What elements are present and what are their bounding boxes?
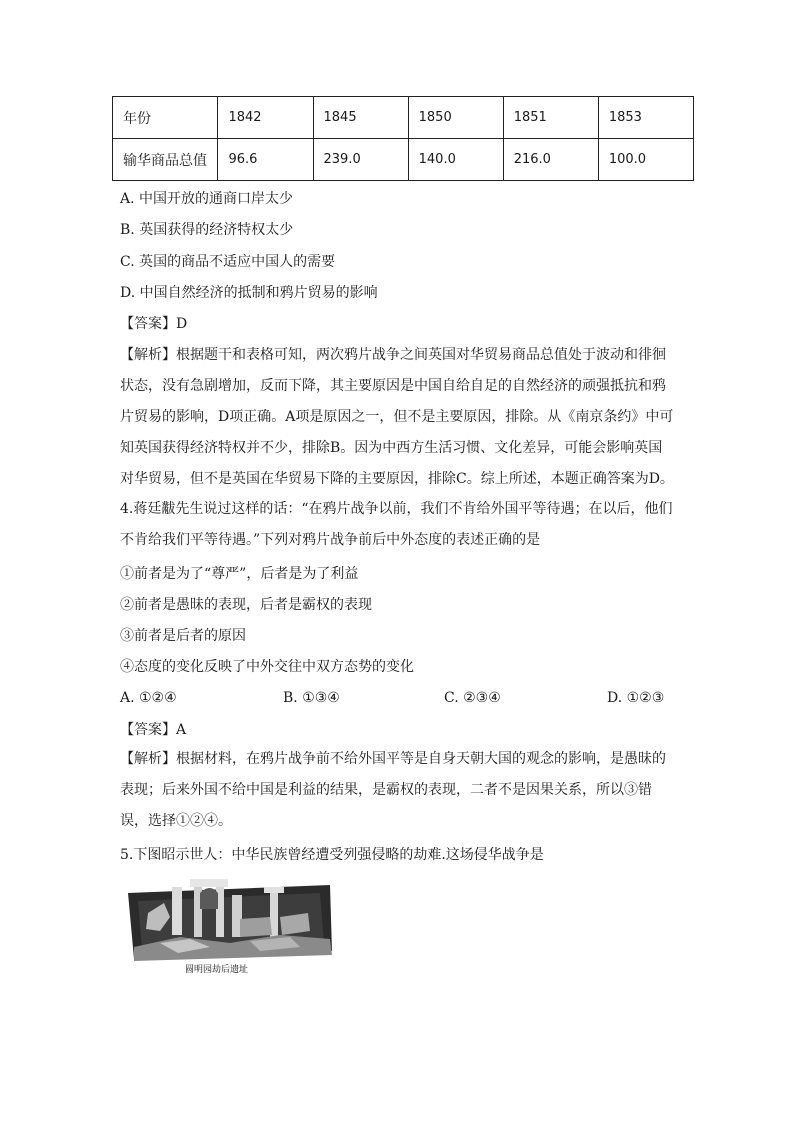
q4-statement-4: ④态度的变化反映了中外交往中双方态势的变化 bbox=[120, 659, 414, 675]
table-cell: 239.0 bbox=[313, 139, 408, 181]
q4-statement-2: ②前者是愚昧的表现，后者是霸权的表现 bbox=[120, 597, 372, 613]
table-cell: 1845 bbox=[313, 97, 408, 139]
q4-answer: 【答案】A bbox=[120, 722, 187, 738]
q4-option-c: C. ②③④ bbox=[444, 690, 501, 706]
q4-stem: 4.蒋廷黻先生说过这样的话：“在鸦片战争以前，我们不肯给外国平等待遇；在以后，他们不肯给我们平等待遇。”下列对鸦片战争前后中外态度的表述正确的是 bbox=[120, 501, 673, 548]
table-row bbox=[113, 139, 694, 181]
table-cell: 216.0 bbox=[503, 139, 598, 181]
q5-stem: 5.下图昭示世人：中华民族曾经遭受列强侵略的劫难.这场侵华战争是 bbox=[120, 847, 544, 863]
q4-statement-3: ③前者是后者的原因 bbox=[120, 628, 246, 644]
photo-caption: 圆明园劫后遗址 bbox=[185, 965, 249, 975]
q3-option-b: B. 英国获得的经济特权太少 bbox=[120, 222, 294, 238]
trade-value-table bbox=[112, 96, 694, 181]
q3-analysis: 【解析】根据题干和表格可知，两次鸦片战争之间英国对华贸易商品总值处于波动和徘徊状态，没有急剧增加，反而下降，其主要原因是中国自给自足的自然经济的顽强抵抗和鸦片贸易的影响，D项正确。A项是原因之一，但不是主要原因，排除。从《南京条约》中可知英国获得经济特权并不少，排除B。因为中西方生活习惯、文化差异，可能会影响英国对华贸易，但不是英国在华贸易下降的主要原因，排除C。综上所述，本题正确答案为D。 bbox=[120, 347, 674, 487]
q3-answer: 【答案】D bbox=[120, 316, 188, 332]
table-cell: 1850 bbox=[408, 97, 503, 139]
table-cell: 1851 bbox=[503, 97, 598, 139]
table-header-year: 年份 bbox=[113, 97, 218, 139]
q4-option-b: B. ①③④ bbox=[283, 690, 340, 706]
table-cell: 140.0 bbox=[408, 139, 503, 181]
table-header-total-value: 输华商品总值 bbox=[113, 139, 218, 181]
table-cell: 96.6 bbox=[218, 139, 313, 181]
q3-option-d: D. 中国自然经济的抵制和鸦片贸易的影响 bbox=[120, 285, 378, 301]
q4-analysis: 【解析】根据材料，在鸦片战争前不给外国平等是自身天朝大国的观念的影响，是愚昧的表现；后来外国不给中国是利益的结果，是霸权的表现，二者不是因果关系，所以③错误，选择①②④。 bbox=[120, 751, 666, 829]
q4-option-a: A. ①②④ bbox=[120, 690, 177, 706]
q3-option-a: A. 中国开放的通商口岸太少 bbox=[120, 191, 294, 207]
table-cell: 1842 bbox=[218, 97, 313, 139]
q3-option-c: C. 英国的商品不适应中国人的需要 bbox=[120, 254, 336, 270]
table-row bbox=[113, 97, 694, 139]
q4-statement-1: ①前者是为了“尊严”，后者是为了利益 bbox=[120, 566, 359, 582]
table-cell: 100.0 bbox=[598, 139, 693, 181]
table-cell: 1853 bbox=[598, 97, 693, 139]
q4-option-d: D. ①②③ bbox=[607, 690, 665, 706]
